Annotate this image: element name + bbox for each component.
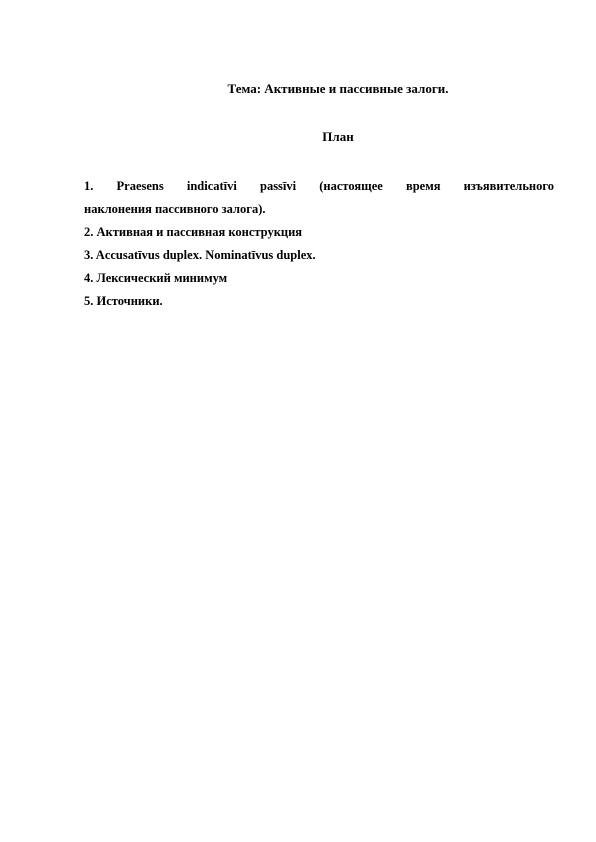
plan-item-1-line-1: 1. Praesens indicatīvi passīvi (настоящее время изъявительного [84, 179, 554, 193]
plan-item-1 [84, 175, 554, 221]
plan-item-5: 5. Источники. [84, 294, 163, 308]
document-title: Тема: Активные и пассивные залоги. [227, 81, 449, 96]
plan-item-4: 4. Лексический минимум [84, 271, 228, 285]
plan-list [84, 175, 554, 313]
plan-item-3: 3. Accusatīvus duplex. Nominatīvus duplex. [84, 248, 316, 262]
plan-item-1-line-2: наклонения пассивного залога). [84, 202, 266, 216]
plan-item-2: 2. Активная и пассивная конструкция [84, 225, 303, 239]
plan-heading: План [322, 129, 354, 144]
